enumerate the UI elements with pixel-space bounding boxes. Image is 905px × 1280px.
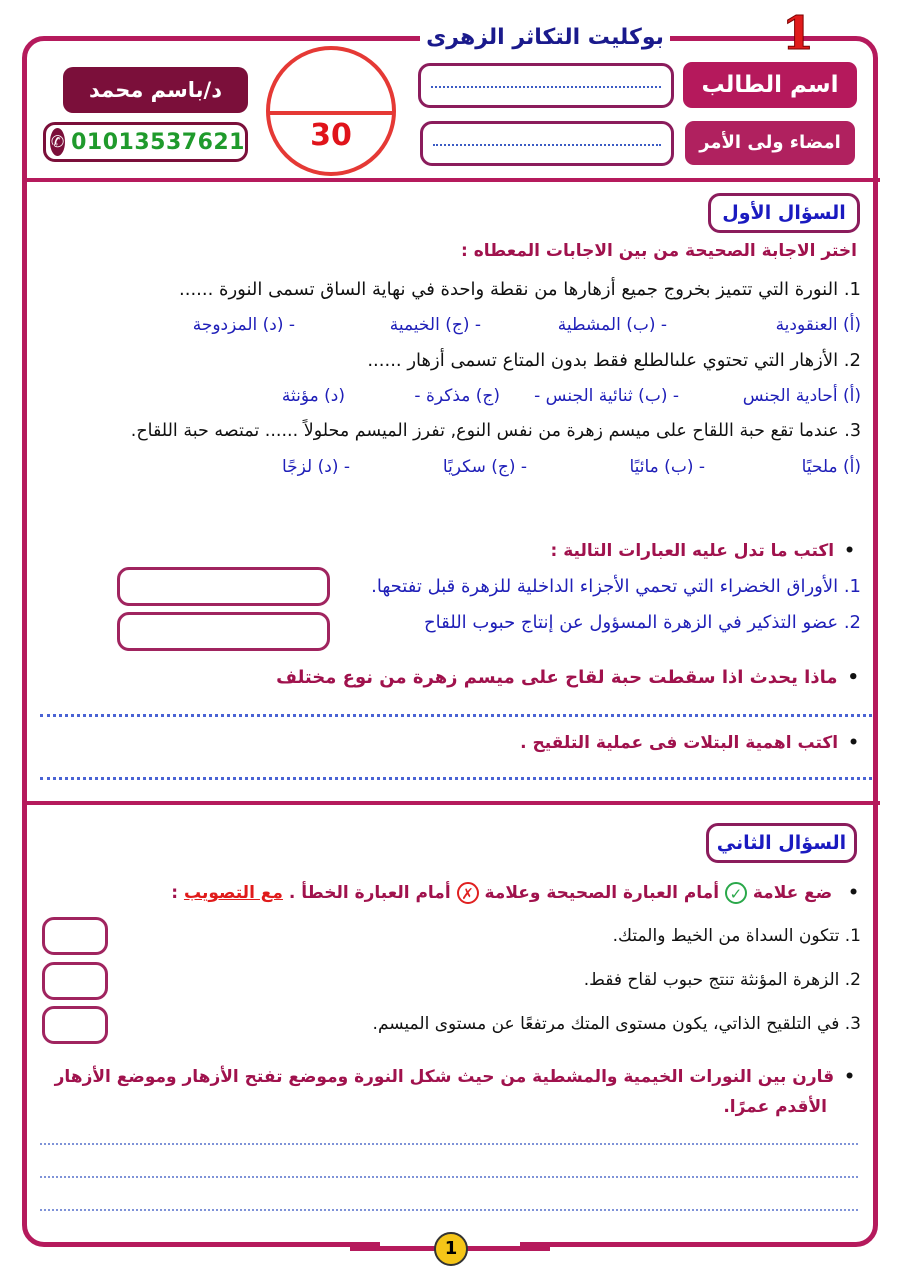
statement-2-answer-box[interactable]	[42, 962, 108, 1000]
option-c[interactable]: (ج) مذكرة -	[414, 386, 500, 406]
mcq-question-1: 1. النورة التي تتميز بخروج جميع أزهارها من نقطة واحدة في نهاية الساق تسمى النورة ......	[179, 279, 861, 300]
compare-question-line2: الأقدم عمرًا.	[723, 1097, 827, 1117]
teacher-phone: 01013537621	[71, 129, 245, 155]
statement-3-answer-box[interactable]	[42, 1006, 108, 1044]
answer-line[interactable]	[40, 1209, 858, 1211]
answer-line[interactable]	[40, 714, 872, 717]
cross-icon: ✗	[457, 882, 479, 904]
page-number: 1	[434, 1232, 468, 1266]
mcq-question-3: 3. عندما تقع حبة اللقاح على ميسم زهرة من نفس النوع, تفرز الميسم محلولاً ...... تمتصه حبة اللقاح.	[130, 421, 861, 441]
option-a[interactable]: (أ) العنقودية	[775, 315, 861, 335]
teacher-phone-box	[43, 122, 248, 162]
answer-line[interactable]	[40, 1143, 858, 1145]
statement-1: 1. تتكون السداة من الخيط والمتك.	[612, 926, 861, 946]
option-a[interactable]: (أ) أحادية الجنس	[742, 386, 861, 406]
option-b[interactable]: - (ب) مائيًا	[629, 457, 705, 477]
instruction-text: أمام العبارة الصحيحة وعلامة	[484, 883, 720, 903]
mcq-question-2: 2. الأزهار التي تحتوي علىالطلع فقط بدون المتاع تسمى أزهار ......	[367, 350, 861, 371]
statement-1-answer-box[interactable]	[42, 917, 108, 955]
total-score: 30	[310, 118, 352, 153]
student-name-input[interactable]	[418, 63, 674, 108]
term-2: 2. عضو التذكير في الزهرة المسؤول عن إنتاج حبوب اللقاح	[424, 612, 861, 633]
phone-icon: ✆	[50, 128, 65, 156]
teacher-name: د/باسم محمد	[63, 67, 248, 113]
guardian-signature-input[interactable]	[420, 121, 674, 166]
score-circle	[266, 46, 396, 176]
student-name-label: اسم الطالب	[683, 62, 857, 108]
option-b[interactable]: - (ب) ثنائية الجنس -	[534, 386, 679, 406]
check-icon: ✓	[725, 882, 747, 904]
what-happens-question: • ماذا يحدث اذا سقطت حبة لقاح على ميسم زهرة من نوع مختلف	[276, 667, 859, 688]
with-correction-text: مع التصويب	[183, 883, 283, 903]
booklet-number: 1	[782, 6, 815, 60]
divider	[24, 178, 880, 182]
instruction-text: ضع علامة	[752, 883, 833, 903]
instruction-text: أمام العبارة الخطأ .	[288, 883, 451, 903]
option-a[interactable]: (أ) ملحيًا	[801, 457, 861, 477]
question1-title: السؤال الأول	[708, 193, 860, 233]
option-d[interactable]: (د) مؤنثة	[281, 386, 345, 406]
statement-2: 2. الزهرة المؤنثة تنتج حبوب لقاح فقط.	[583, 970, 861, 990]
answer-line[interactable]	[40, 777, 872, 780]
booklet-title: بوكليت التكاثر الزهرى	[420, 20, 670, 56]
option-d[interactable]: - (د) لزجًا	[281, 457, 350, 477]
terms-instruction: • اكتب ما تدل عليه العبارات التالية :	[551, 541, 856, 561]
divider	[24, 801, 880, 805]
guardian-signature-label: امضاء ولى الأمر	[685, 121, 855, 165]
statement-3: 3. في التلقيح الذاتي، يكون مستوى المتك مرتفعًا عن مستوى الميسم.	[372, 1014, 861, 1034]
mcq-instruction: اختر الاجابة الصحيحة من بين الاجابات المعطاه :	[461, 241, 857, 261]
question2-title: السؤال الثاني	[706, 823, 857, 863]
answer-line[interactable]	[40, 1176, 858, 1178]
true-false-instruction	[171, 882, 859, 904]
term-1: 1. الأوراق الخضراء التي تحمي الأجزاء الداخلية للزهرة قبل تفتحها.	[371, 576, 861, 597]
option-b[interactable]: - (ب) المشطية	[557, 315, 667, 335]
option-d[interactable]: - (د) المزدوجة	[192, 315, 295, 335]
compare-question-line1: • قارن بين النورات الخيمية والمشطية من حيث شكل النورة وموضع تفتح الأزهار وموضع الأزهار	[55, 1067, 855, 1087]
option-c[interactable]: - (ج) سكريًا	[442, 457, 527, 477]
option-c[interactable]: - (ج) الخيمية	[389, 315, 481, 335]
instruction-colon: :	[171, 883, 179, 903]
term-1-answer-box[interactable]	[117, 567, 330, 606]
petals-importance-question: • اكتب اهمية البتلات فى عملية التلقيح .	[520, 733, 859, 753]
term-2-answer-box[interactable]	[117, 612, 330, 651]
